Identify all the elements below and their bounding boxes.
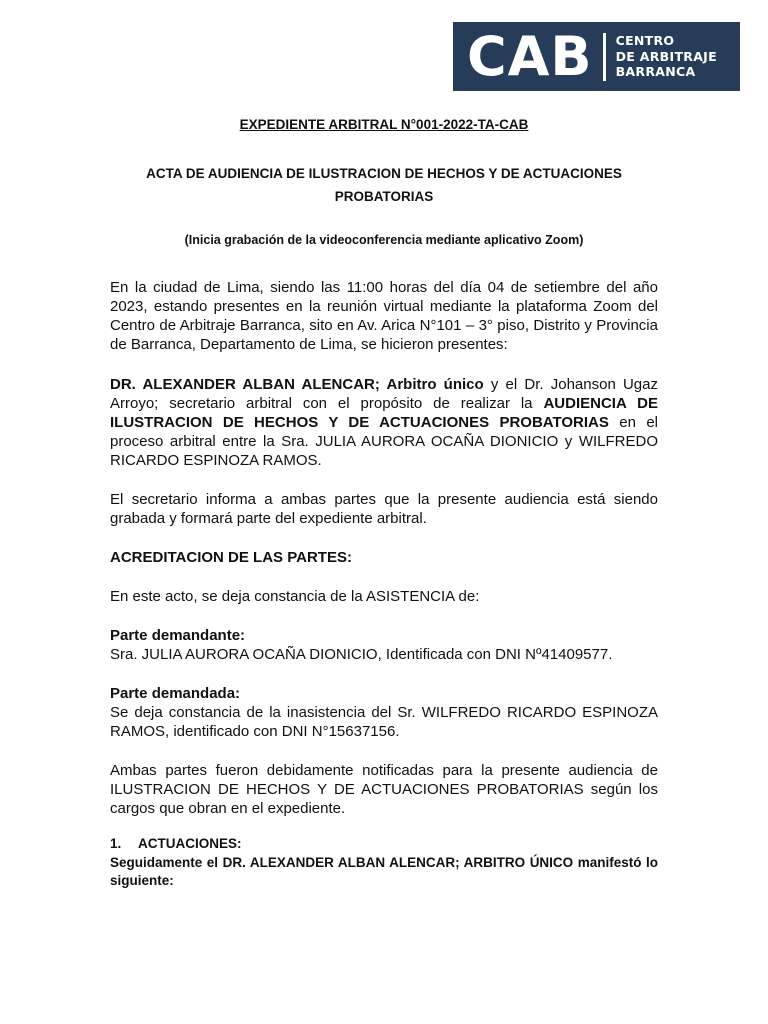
demandada-text: Se deja constancia de la inasistencia del Sr. WILFREDO RICARDO ESPINOZA RAMOS, identificado con DNI N°15637156. — [110, 704, 658, 740]
actuaciones-number: 1. — [110, 836, 122, 851]
actuaciones-text: Seguidamente el DR. ALEXANDER ALBAN ALENCAR; ARBITRO ÚNICO manifestó lo siguiente: — [110, 855, 658, 888]
attendees-paragraph — [110, 375, 658, 470]
demandada-block — [110, 684, 658, 741]
cab-logo — [453, 22, 740, 91]
hearing-name: AUDIENCIA DE ILUSTRACION DE HECHOS Y DE ACTUACIONES PROBATORIAS — [110, 395, 658, 431]
demandante-text: Sra. JULIA AURORA OCAÑA DIONICIO, Identificada con DNI Nº41409577. — [110, 646, 613, 663]
demandante-label: Parte demandante: — [110, 627, 246, 644]
logo-line-3: BARRANCA — [615, 64, 696, 80]
asistencia-intro: En este acto, se deja constancia de la ASISTENCIA de: — [110, 588, 480, 605]
demandante-block — [110, 626, 658, 664]
recording-paragraph: El secretario informa a ambas partes que la presente audiencia está siendo grabada y formará parte del expediente arbitral. — [110, 491, 658, 527]
arbitrator-name: DR. ALEXANDER ALBAN ALENCAR; Arbitro único — [110, 376, 484, 393]
opening-paragraph: En la ciudad de Lima, siendo las 11:00 horas del día 04 de setiembre del año 2023, estando presentes en la reunión virtual mediante la plataforma Zoom del Centro de Arbitraje Barranca, sito en Av. Arica N°101 – 3° piso, Distrito y Provincia de Barranca, Departamento de Lima, se hicieron presentes: — [110, 279, 658, 353]
acreditacion-heading: ACREDITACION DE LAS PARTES: — [110, 549, 352, 566]
acta-title: ACTA DE AUDIENCIA DE ILUSTRACION DE HECHOS Y DE ACTUACIONES PROBATORIAS — [146, 166, 622, 204]
logo-line-1: CENTRO — [615, 33, 675, 49]
logo-divider — [603, 33, 606, 81]
actuaciones-heading — [110, 836, 242, 851]
logo-line-2: DE ARBITRAJE — [615, 48, 717, 64]
logo-abbreviation: CAB — [467, 24, 593, 88]
expediente-title: EXPEDIENTE ARBITRAL N°001-2022-TA-CAB — [239, 117, 529, 132]
attendees-text-1: y el Dr. Johanson Ugaz Arroyo; secretario arbitral con el propósito de realizar la — [110, 376, 658, 412]
notification-paragraph: Ambas partes fueron debidamente notificadas para la presente audiencia de ILUSTRACION DE HECHOS Y DE ACTUACIONES PROBATORIAS según los cargos que obran en el expediente. — [110, 762, 658, 817]
logo-name — [616, 33, 717, 80]
attendees-text-2: en el proceso arbitral entre la Sra. JULIA AURORA OCAÑA DIONICIO y WILFREDO RICARDO ESPINOZA RAMOS. — [110, 414, 658, 469]
recording-note: (Inicia grabación de la videoconferencia mediante aplicativo Zoom) — [184, 233, 584, 247]
actuaciones-heading-text: ACTUACIONES: — [138, 836, 242, 851]
demandada-label: Parte demandada: — [110, 685, 241, 702]
